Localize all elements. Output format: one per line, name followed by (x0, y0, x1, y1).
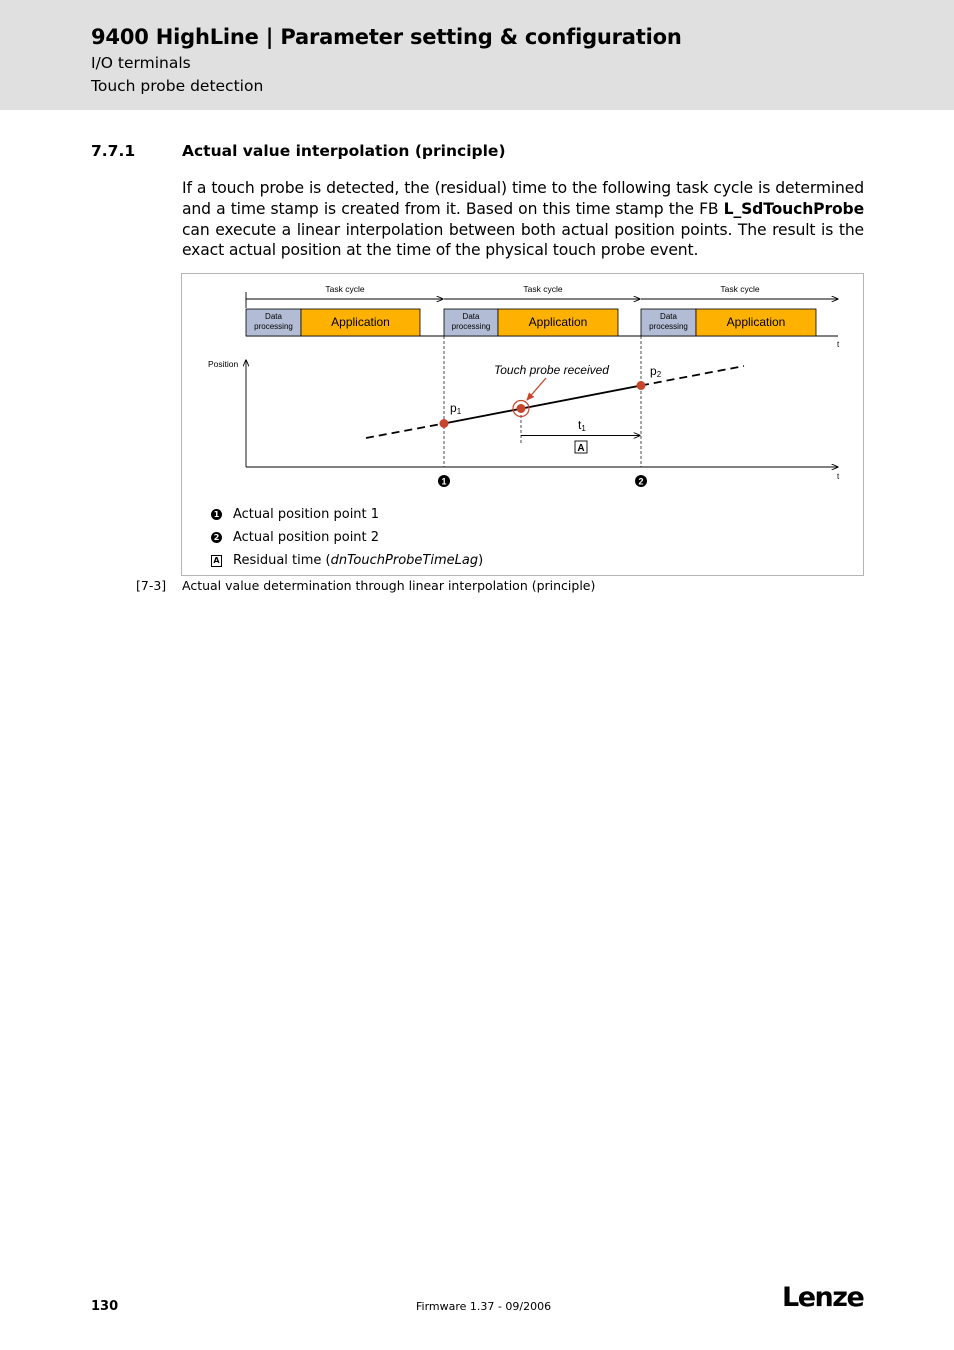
data-processing-label: Data (660, 312, 677, 321)
legend-text-1: Actual position point 1 (233, 507, 380, 522)
point-p2 (637, 381, 646, 390)
legend-marker-1: 1 (211, 509, 222, 520)
cycle-boxes-1 (246, 309, 420, 336)
figure-interpolation (181, 273, 864, 576)
data-processing-label: processing (451, 322, 491, 331)
data-processing-label: Data (462, 312, 480, 321)
firmware-version: Firmware 1.37 - 09/2006 (416, 1300, 552, 1313)
point-p1 (440, 419, 449, 428)
section-number: 7.7.1 (91, 142, 136, 160)
page-number: 130 (91, 1299, 119, 1314)
p2-label: p2 (650, 364, 662, 379)
timeline-t-label: t (837, 340, 840, 349)
lenze-logo: Lenze (782, 1282, 864, 1313)
legend-marker-a: A (211, 555, 222, 567)
figure-caption-number: [7-3] (136, 578, 167, 593)
legend-item-2 (211, 530, 379, 545)
time-axis-t-label: t (837, 472, 840, 481)
task-cycle-label-1: Task cycle (325, 284, 365, 294)
figure-caption-text: Actual value determination through linear interpolation (principle) (182, 578, 596, 593)
application-label: Application (528, 315, 588, 329)
application-label: Application (726, 315, 786, 329)
position-axis-label: Position (208, 359, 239, 369)
legend-marker-2: 2 (211, 532, 222, 543)
legend-item-a (211, 553, 483, 568)
cycle-guides (444, 336, 641, 467)
task-cycle-arrows (246, 292, 838, 308)
p1-label: p1 (450, 401, 462, 416)
task-cycle-label-2: Task cycle (523, 284, 563, 294)
residual-time-marker-a: A (577, 443, 585, 454)
marker-1-text: 1 (441, 476, 447, 487)
fb-name: L_SdTouchProbe (723, 199, 864, 218)
legend-text-2: Actual position point 2 (233, 530, 380, 545)
cycle-boxes-2 (444, 309, 618, 336)
chapter-subtitle: I/O terminals (91, 54, 191, 72)
extrapolation-left (366, 424, 444, 439)
application-label: Application (331, 315, 390, 329)
touch-probe-arrow (527, 378, 546, 400)
body-paragraph (182, 178, 864, 261)
legend-text-a-italic: dnTouchProbeTimeLag (330, 553, 479, 568)
paragraph-part-1: If a touch probe is detected, the (residual) time to the following task cycle is determined and a time stamp is created from it. Based on this time stamp the FB (182, 179, 864, 218)
data-processing-label: processing (254, 322, 293, 331)
touch-probe-point (517, 404, 526, 413)
section-title: Actual value interpolation (principle) (182, 142, 506, 160)
legend-text-a-before: Residual time ( (233, 553, 331, 568)
legend-text-a-after: ) (478, 553, 484, 568)
t1-label: t1 (578, 418, 586, 433)
legend-item-1 (211, 507, 379, 522)
task-cycle-label-3: Task cycle (720, 284, 760, 294)
marker-2-text: 2 (638, 476, 644, 487)
document-title: 9400 HighLine | Parameter setting & configuration (91, 25, 682, 49)
page-header (0, 0, 954, 110)
cycle-boxes-3 (641, 309, 816, 336)
paragraph-part-2: can execute a linear interpolation between both actual position points. The result is the exact actual position at the time of the physical touch probe event. (182, 220, 864, 260)
section-subtitle: Touch probe detection (91, 77, 264, 95)
touch-probe-label: Touch probe received (494, 363, 609, 377)
data-processing-label: processing (649, 322, 688, 331)
interpolation-line (444, 386, 641, 424)
data-processing-label: Data (265, 312, 282, 321)
